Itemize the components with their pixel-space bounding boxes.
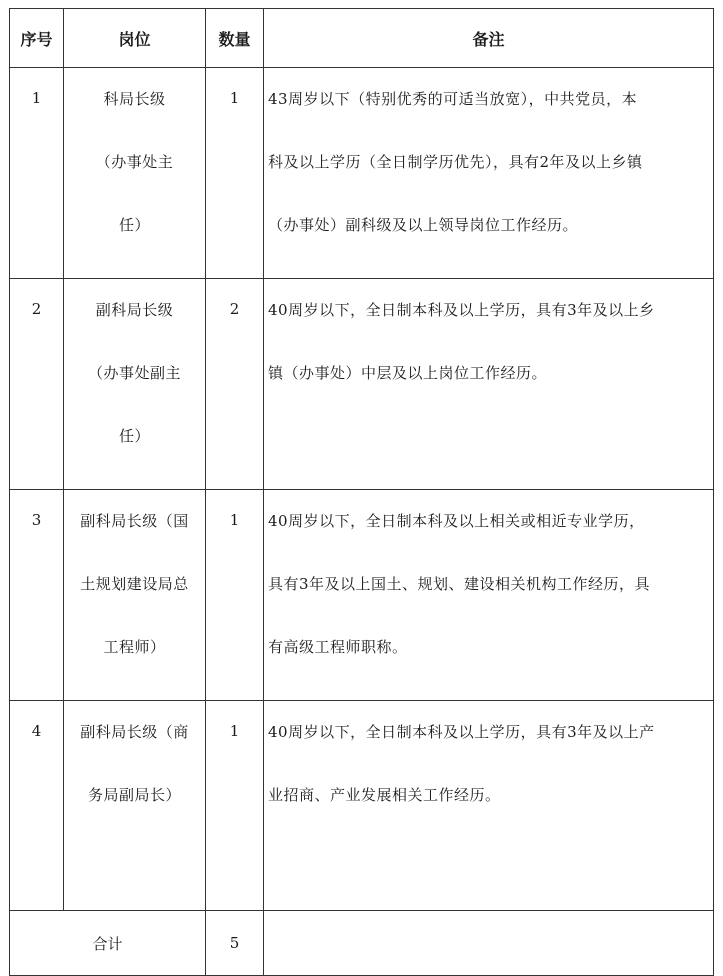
row-seq: 1 bbox=[10, 68, 64, 279]
recruitment-table-container bbox=[9, 8, 714, 976]
position-line: 科局长级 bbox=[103, 90, 166, 108]
row-position bbox=[64, 279, 206, 490]
position-line: 工程师） bbox=[103, 638, 166, 656]
note-line: 40周岁以下，全日制本科及以上学历，具有3年及以上产 bbox=[268, 723, 655, 741]
header-quantity: 数量 bbox=[206, 9, 264, 68]
note-line: 镇（办事处）中层及以上岗位工作经历。 bbox=[268, 364, 548, 382]
row-position bbox=[64, 490, 206, 701]
table-row bbox=[10, 68, 714, 279]
row-quantity: 1 bbox=[206, 68, 264, 279]
note-line: 科及以上学历（全日制学历优先），具有2年及以上乡镇 bbox=[268, 153, 643, 171]
recruitment-table bbox=[9, 8, 714, 976]
note-line: 40周岁以下，全日制本科及以上学历，具有3年及以上乡 bbox=[268, 301, 655, 319]
position-line: 副科局长级（商 bbox=[80, 723, 189, 741]
header-note: 备注 bbox=[264, 9, 714, 68]
note-line: 有高级工程师职称。 bbox=[268, 638, 408, 656]
row-note bbox=[264, 490, 714, 701]
table-body bbox=[10, 68, 714, 911]
row-seq: 2 bbox=[10, 279, 64, 490]
table-header-row bbox=[10, 9, 714, 68]
total-row bbox=[10, 911, 714, 976]
note-line: 40周岁以下，全日制本科及以上相关或相近专业学历， bbox=[268, 512, 645, 530]
row-quantity: 2 bbox=[206, 279, 264, 490]
position-line: 土规划建设局总 bbox=[80, 575, 189, 593]
position-line: 任） bbox=[118, 427, 150, 445]
row-position bbox=[64, 68, 206, 279]
row-note bbox=[264, 68, 714, 279]
total-note bbox=[264, 911, 714, 976]
table-row bbox=[10, 490, 714, 701]
position-line: 副科局长级 bbox=[95, 301, 174, 319]
header-position: 岗位 bbox=[64, 9, 206, 68]
table-row bbox=[10, 701, 714, 911]
table-row bbox=[10, 279, 714, 490]
row-note bbox=[264, 279, 714, 490]
note-line: 43周岁以下（特别优秀的可适当放宽），中共党员，本 bbox=[268, 90, 638, 108]
note-line: （办事处）副科级及以上领导岗位工作经历。 bbox=[268, 216, 579, 234]
position-line: 务局副局长） bbox=[87, 786, 181, 804]
note-line: 业招商、产业发展相关工作经历。 bbox=[268, 786, 501, 804]
row-seq: 4 bbox=[10, 701, 64, 911]
row-note bbox=[264, 701, 714, 911]
row-quantity: 1 bbox=[206, 701, 264, 911]
note-line: 具有3年及以上国土、规划、建设相关机构工作经历，具 bbox=[268, 575, 651, 593]
position-line: （办事处副主 bbox=[87, 364, 181, 382]
position-line: 副科局长级（国 bbox=[80, 512, 189, 530]
position-line: 任） bbox=[118, 216, 150, 234]
header-seq: 序号 bbox=[10, 9, 64, 68]
total-quantity: 5 bbox=[206, 911, 264, 976]
position-line: （办事处主 bbox=[95, 153, 174, 171]
row-seq: 3 bbox=[10, 490, 64, 701]
total-label: 合计 bbox=[10, 911, 206, 976]
row-position bbox=[64, 701, 206, 911]
row-quantity: 1 bbox=[206, 490, 264, 701]
